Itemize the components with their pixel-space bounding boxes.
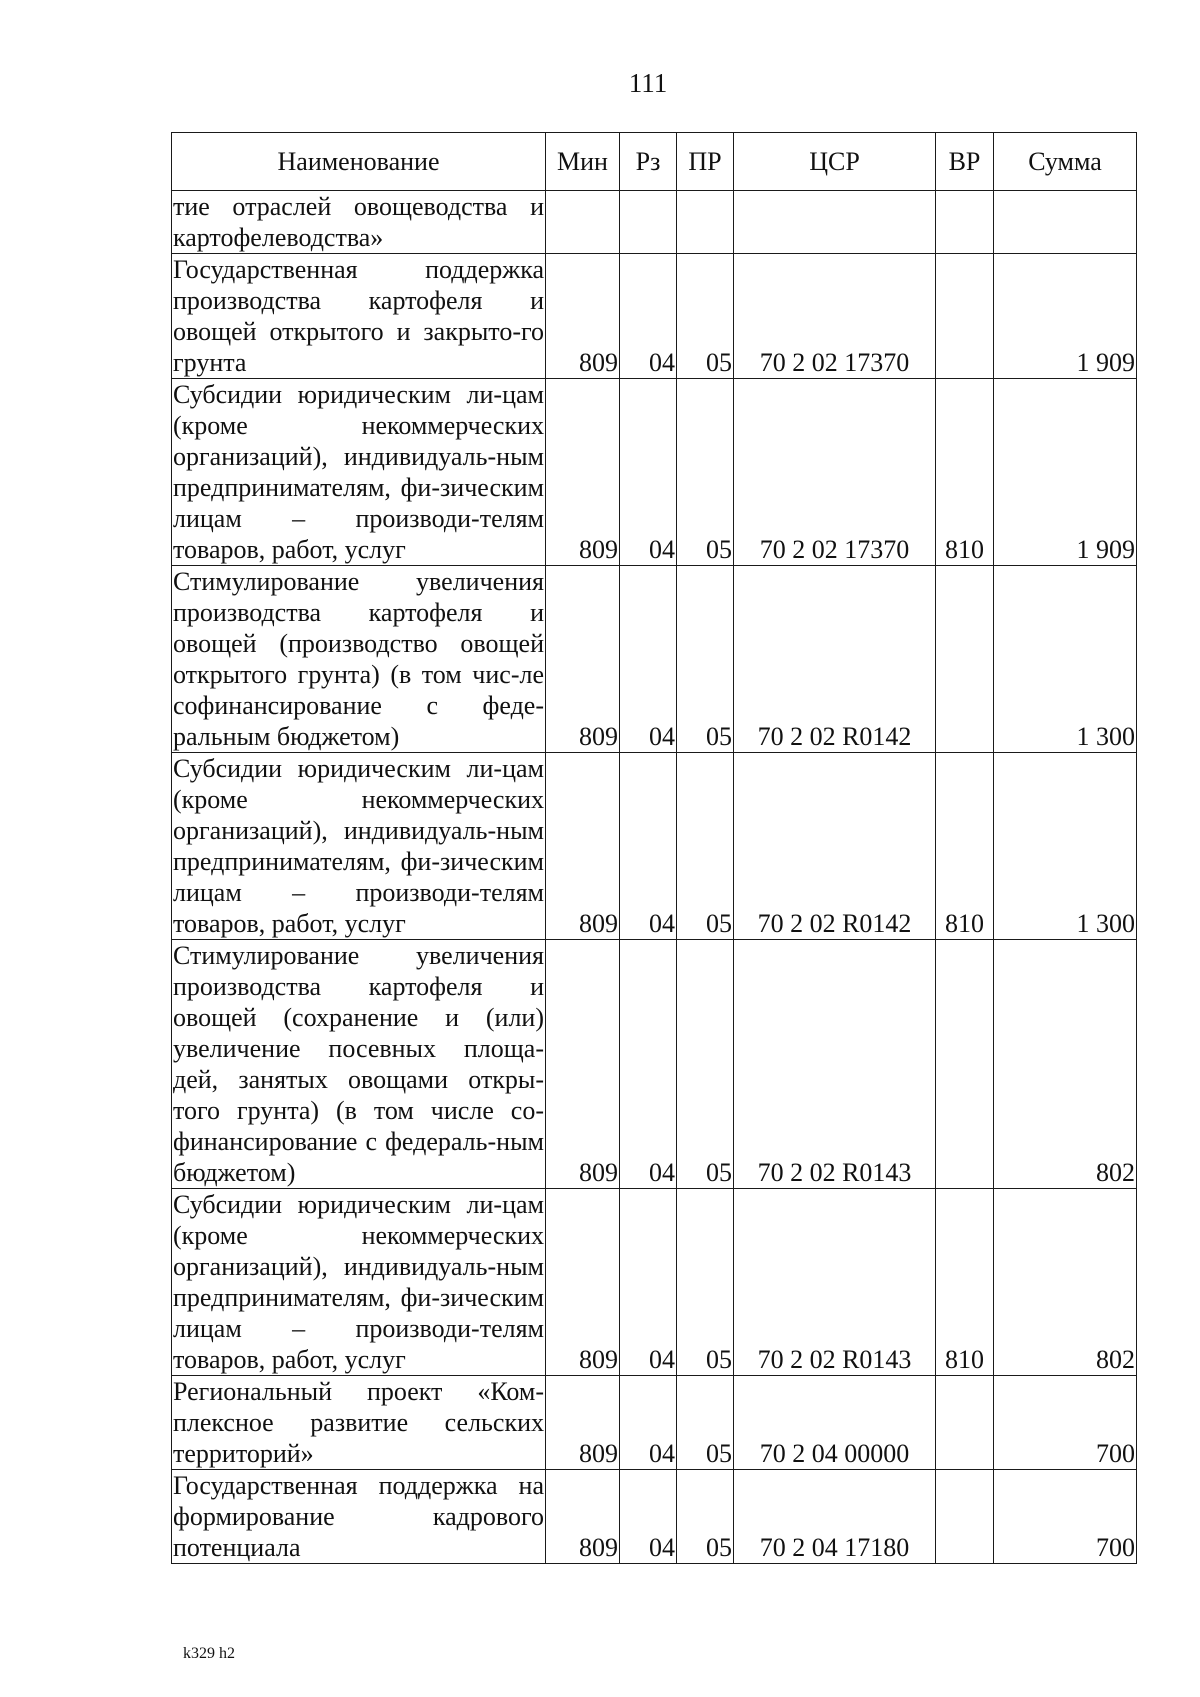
cell-sum: 802 [994,940,1137,1189]
table-row [172,940,1137,1189]
cell-name: Региональный проект «Ком-плексное развитие сельских территорий» [173,1377,544,1468]
cell-min: 809 [546,1189,620,1376]
table-body [172,191,1137,1564]
cell-rz: 04 [620,566,677,753]
footer-code: k329 h2 [183,1645,235,1662]
cell-name: тие отраслей овощеводства и картофелеводства» [173,192,544,252]
cell-sum: 700 [994,1470,1137,1564]
cell-rz: 04 [620,1376,677,1470]
header-min: Мин [546,133,620,191]
cell-csr: 70 2 02 R0143 [734,940,936,1189]
cell-vr [936,1470,994,1564]
cell-csr: 70 2 02 17370 [734,254,936,379]
table-row [172,566,1137,753]
cell-vr: 810 [936,753,994,940]
cell-pr: 05 [677,254,734,379]
cell-csr [734,191,936,254]
cell-pr: 05 [677,753,734,940]
header-csr: ЦСР [734,133,936,191]
cell-min: 809 [546,254,620,379]
cell-sum: 1 300 [994,753,1137,940]
table-row [172,254,1137,379]
cell-name: Стимулирование увеличения производства картофеля и овощей (производство овощей открытого грунта) (в том чис-ле софинансирование с феде-ральным бюджетом) [173,567,544,751]
table-row [172,1189,1137,1376]
cell-vr [936,254,994,379]
table-row [172,753,1137,940]
table-row [172,379,1137,566]
cell-min [546,191,620,254]
cell-rz: 04 [620,1470,677,1564]
cell-min: 809 [546,940,620,1189]
cell-sum [994,191,1137,254]
cell-vr [936,566,994,753]
cell-sum: 802 [994,1189,1137,1376]
cell-name: Субсидии юридическим ли-цам (кроме некоммерческих организаций), индивидуаль-ным предпринимателям, фи-зическим лицам – производи-телям товаров, работ, услуг [173,1190,544,1374]
header-vr: ВР [936,133,994,191]
cell-rz: 04 [620,254,677,379]
header-pr: ПР [677,133,734,191]
cell-rz: 04 [620,940,677,1189]
cell-csr: 70 2 02 R0142 [734,566,936,753]
cell-sum: 700 [994,1376,1137,1470]
cell-csr: 70 2 02 R0142 [734,753,936,940]
cell-vr [936,191,994,254]
cell-min: 809 [546,379,620,566]
cell-pr: 05 [677,1470,734,1564]
cell-rz: 04 [620,1189,677,1376]
table-row [172,1470,1137,1564]
cell-sum: 1 300 [994,566,1137,753]
cell-name: Субсидии юридическим ли-цам (кроме некоммерческих организаций), индивидуаль-ным предпринимателям, фи-зическим лицам – производи-телям товаров, работ, услуг [173,380,544,564]
header-sum: Сумма [994,133,1137,191]
cell-csr: 70 2 04 17180 [734,1470,936,1564]
budget-table [171,132,1137,1564]
table-row [172,1376,1137,1470]
cell-min: 809 [546,1376,620,1470]
cell-vr [936,940,994,1189]
cell-name: Государственная поддержка производства картофеля и овощей открытого и закрыто-го грунта [173,255,544,377]
cell-vr: 810 [936,1189,994,1376]
cell-name: Субсидии юридическим ли-цам (кроме некоммерческих организаций), индивидуаль-ным предпринимателям, фи-зическим лицам – производи-телям товаров, работ, услуг [173,754,544,938]
cell-vr: 810 [936,379,994,566]
cell-min: 809 [546,1470,620,1564]
cell-pr [677,191,734,254]
table-header-row [172,133,1137,191]
cell-pr: 05 [677,1376,734,1470]
cell-vr [936,1376,994,1470]
cell-pr: 05 [677,1189,734,1376]
cell-pr: 05 [677,940,734,1189]
cell-rz: 04 [620,379,677,566]
page-number: 111 [628,68,668,98]
cell-name: Государственная поддержка на формирование кадрового потенциала [173,1471,544,1562]
cell-pr: 05 [677,379,734,566]
cell-min: 809 [546,753,620,940]
cell-name: Стимулирование увеличения производства картофеля и овощей (сохранение и (или) увеличение посевных площа-дей, занятых овощами откры-того грунта) (в том числе со-финансирование с федераль-ным бюджетом) [173,941,544,1187]
cell-csr: 70 2 02 R0143 [734,1189,936,1376]
cell-sum: 1 909 [994,379,1137,566]
cell-csr: 70 2 04 00000 [734,1376,936,1470]
cell-sum: 1 909 [994,254,1137,379]
cell-csr: 70 2 02 17370 [734,379,936,566]
cell-min: 809 [546,566,620,753]
cell-rz [620,191,677,254]
cell-rz: 04 [620,753,677,940]
header-name: Наименование [172,133,546,191]
cell-pr: 05 [677,566,734,753]
table-row [172,191,1137,254]
header-rz: Рз [620,133,677,191]
